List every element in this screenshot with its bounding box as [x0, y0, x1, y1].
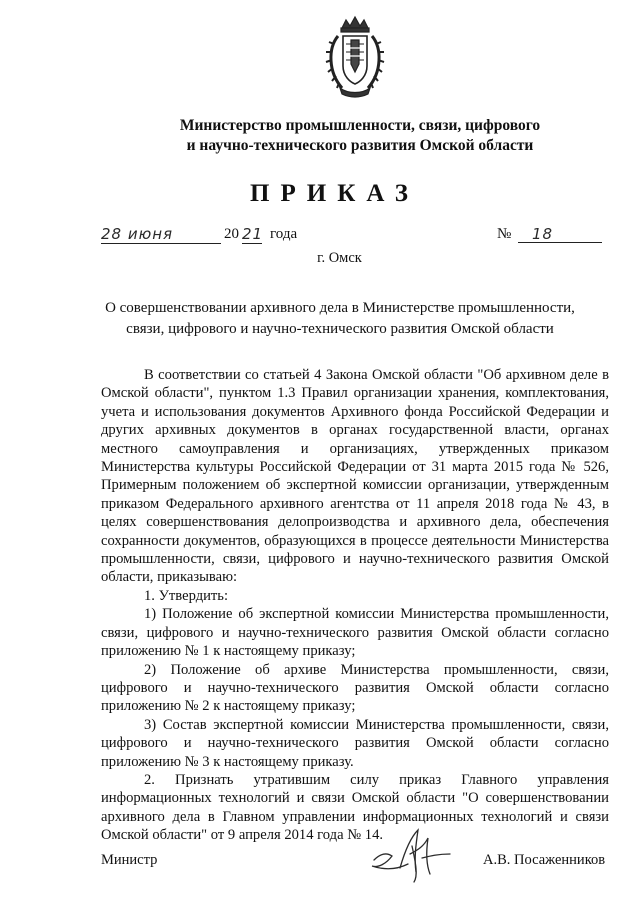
- document-title: ПРИКАЗ: [250, 180, 419, 207]
- subject-line2: связи, цифрового и научно-технического развития Омской области: [126, 321, 554, 337]
- body-paragraph-item1-1: 1) Положение об экспертной комиссии Министерства промышленности, связи, цифрового и научно-технического развития Омской области согласно приложению № 1 к настоящему приказу;: [101, 606, 609, 660]
- number-sign: №: [497, 226, 512, 242]
- document-body: [101, 366, 609, 845]
- subject-line1: О совершенствовании архивного дела в Министерстве промышленности,: [105, 300, 575, 316]
- body-paragraph-item2: 2. Признать утратившим силу приказ Главного управления информационных технологий и связи Омской области "О совершенствовании архивного дела в Главном управлении информационных технологий и связи Омской области" от 9 апреля 2014 года № 14.: [101, 771, 609, 844]
- body-paragraph-item1: 1. Утвердить:: [144, 587, 229, 604]
- date-year-handwritten: 21: [242, 225, 264, 243]
- ministry-name: [100, 116, 620, 156]
- body-paragraph-preamble: В соответствии со статьей 4 Закона Омской области "Об архивном деле в Омской области", пунктом 1.3 Правил организации хранения, комплектования, учета и использования документов Архивного фонда Российской Федерации и других архивных документов в органах государственной власти, органах местного самоуправления и организациях, утвержденных приказом Министерства культуры Российской Федерации от 31 марта 2015 года № 526, Примерным положением об экспертной комиссии организации, утвержденным приказом Федерального архивного агентства от 11 апреля 2018 года № 43, в целях совершенствования делопроизводства и архивного дела, обеспечения сохранности документов, образующихся в процессе деятельности Министерства промышленности, связи, цифрового и научно-технического развития Омской области, приказываю:: [101, 367, 609, 586]
- body-paragraph-item1-3: 3) Состав экспертной комиссии Министерства промышленности, связи, цифрового и научно-технического развития Омской области согласно приложению № 3 к настоящему приказу.: [101, 716, 609, 770]
- signatory-name: А.В. Посаженников: [483, 852, 606, 868]
- city: г. Омск: [317, 250, 362, 266]
- date-year-suffix: года: [270, 226, 298, 242]
- document-subject: [60, 298, 620, 340]
- date-day-month: 28 июня: [101, 224, 221, 244]
- body-paragraph-item1-2: 2) Положение об архиве Министерства промышленности, связи, цифрового и научно-технического развития Омской области согласно приложению № 2 к настоящему приказу;: [101, 661, 609, 715]
- date-year-prefix: 20: [224, 226, 239, 242]
- handwritten-signature-icon: [366, 824, 456, 884]
- document-number: 18: [518, 224, 602, 243]
- ministry-name-line2: и научно-технического развития Омской области: [186, 137, 534, 154]
- signatory-role: Министр: [101, 852, 158, 868]
- coat-of-arms-icon: [324, 14, 386, 100]
- ministry-name-line1: Министерство промышленности, связи, цифрового: [179, 117, 541, 134]
